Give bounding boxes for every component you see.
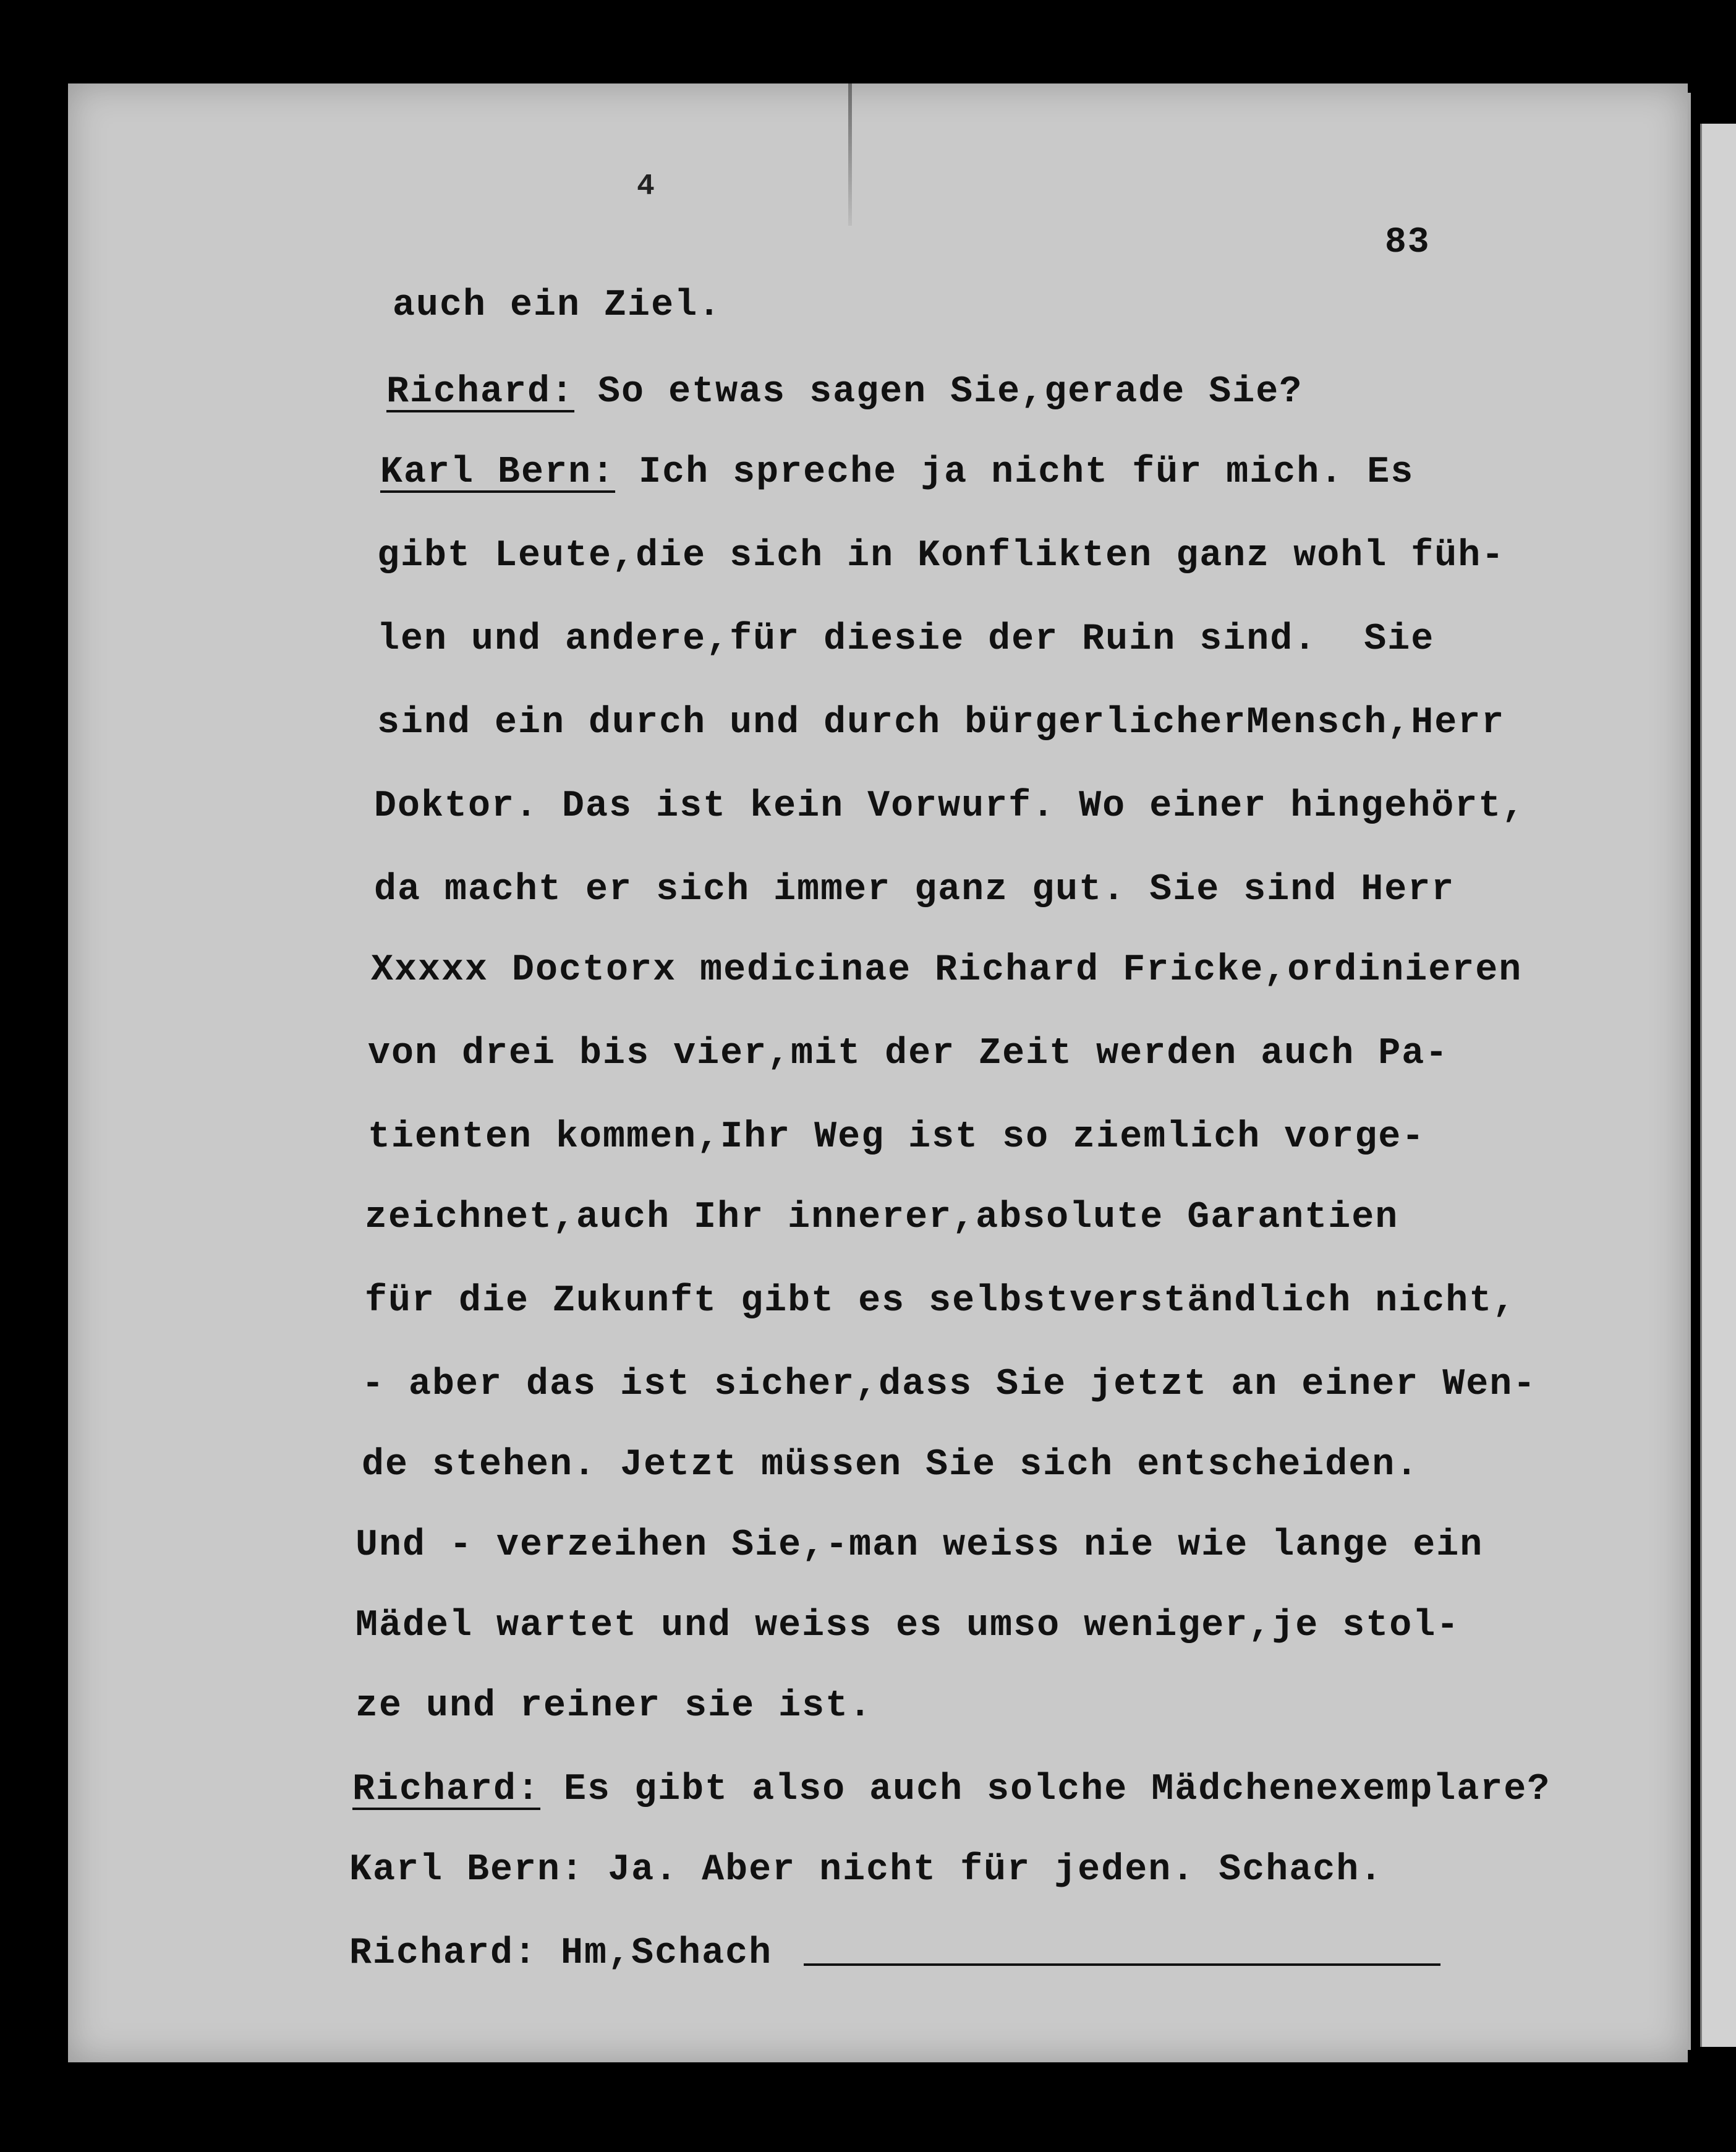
text-line: da macht er sich immer ganz gut. Sie sind Herr — [374, 869, 1455, 911]
speaker-name: Richard: — [352, 1769, 541, 1811]
text-line: Karl Bern: Ja. Aber nicht für jeden. Schach. — [349, 1849, 1384, 1891]
dialogue-line: Richard: Es gibt also auch solche Mädchenexemplare? — [352, 1769, 1551, 1811]
text-line: zeichnet,auch Ihr innerer,absolute Garantien — [365, 1197, 1399, 1239]
text-line: len und andere,für diesie der Ruin sind. Sie — [377, 618, 1435, 660]
paper-tear — [848, 83, 852, 226]
text-line: gibt Leute,die sich in Konflikten ganz wohl füh- — [377, 535, 1505, 577]
text-line: von drei bis vier,mit der Zeit werden auch Pa- — [368, 1033, 1449, 1075]
text-line: sind ein durch und durch bürgerlicherMensch,Herr — [377, 702, 1505, 744]
text-line: ze und reiner sie ist. — [355, 1685, 873, 1727]
text-line: Richard: Hm,Schach — [349, 1932, 773, 1975]
dialogue-line: Karl Bern: Ich spreche ja nicht für mich. Es — [380, 451, 1415, 493]
speaker-name: Karl Bern: — [380, 451, 616, 493]
text-line: Mädel wartet und weiss es umso weniger,je stol- — [355, 1605, 1460, 1647]
text-line: - aber das ist sicher,dass Sie jetzt an einer Wen- — [362, 1364, 1537, 1406]
text-line: Und - verzeihen Sie,-man weiss nie wie lange ein — [355, 1524, 1484, 1566]
page-number: 83 — [1385, 223, 1431, 263]
text-line: auch ein Ziel. — [393, 284, 722, 327]
corner-mark: 4 — [637, 170, 656, 203]
dialogue-line: Richard: So etwas sagen Sie,gerade Sie? — [386, 371, 1303, 413]
typewritten-page — [68, 83, 1688, 2062]
text-line: Doktor. Das ist kein Vorwurf. Wo einer hingehört, — [374, 785, 1526, 827]
text-line: für die Zukunft gibt es selbstverständlich nicht, — [365, 1280, 1517, 1322]
page-edge — [1700, 124, 1736, 2047]
fill-line — [804, 1963, 1440, 1966]
text-line: Xxxxx Doctorx medicinae Richard Fricke,ordinieren — [371, 949, 1523, 991]
text-line: de stehen. Jetzt müssen Sie sich entscheiden. — [362, 1444, 1419, 1486]
speaker-name: Richard: — [386, 371, 575, 413]
text-line: tienten kommen,Ihr Weg ist so ziemlich vorge- — [368, 1116, 1426, 1158]
